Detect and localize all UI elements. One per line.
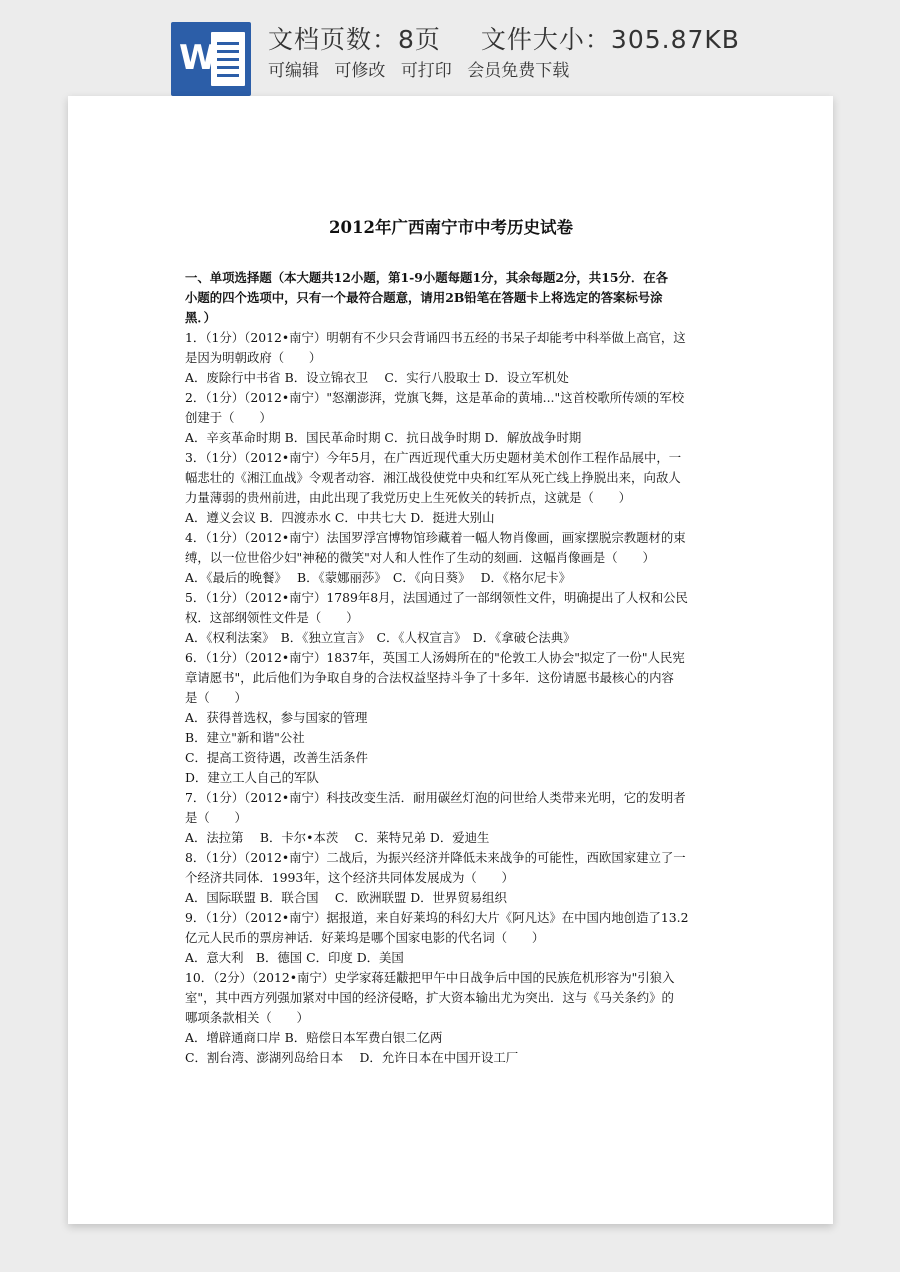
text-line: A．法拉第 B．卡尔•本茨 C．莱特兄弟 D．爱迪生 — [185, 830, 490, 845]
text-line: 7．（1分）（2012•南宁）科技改变生活．耐用碳丝灯泡的问世给人类带来光明，它的发明者 — [185, 790, 686, 805]
text-line: 10．（2分）（2012•南宁）史学家蒋廷黻把甲午中日战争后中国的民族危机形容为"引狼入 — [185, 970, 675, 985]
text-line: A．《最后的晚餐》 B．《蒙娜丽莎》 C．《向日葵》 D．《格尔尼卡》 — [185, 570, 572, 585]
text-line: A．废除行中书省 B．设立锦衣卫 C．实行八股取士 D．设立军机处 — [185, 370, 569, 385]
text-line: D．建立工人自己的军队 — [185, 770, 319, 785]
text-line: 是（ ） — [185, 690, 247, 705]
text-line: A．遵义会议 B．四渡赤水 C．中共七大 D．挺进大别山 — [185, 510, 495, 525]
document-page — [68, 96, 833, 1224]
text-line: 室"，其中西方列强加紧对中国的经济侵略，扩大资本输出尤为突出．这与《马关条约》的 — [185, 990, 674, 1005]
text-line: 章请愿书"，此后他们为争取自身的合法权益坚持斗争了十多年．这份请愿书最核心的内容 — [185, 670, 674, 685]
text-line: 缚，以一位世俗少妇"神秘的微笑"对人和人性作了生动的刻画．这幅肖像画是（ ） — [185, 550, 655, 565]
text-line: 幅悲壮的《湘江血战》令观者动容．湘江战役使党中央和红军从死亡线上挣脱出来，向敌人 — [185, 470, 681, 485]
text-line: 2．（1分）（2012•南宁）"怒潮澎湃，党旗飞舞，这是革命的黄埔..."这首校歌所传颂的军校 — [185, 390, 685, 405]
text-line: 8．（1分）（2012•南宁）二战后，为振兴经济并降低未来战争的可能性，西欧国家建立了一 — [185, 850, 686, 865]
text-line: A．国际联盟 B．联合国 C．欧洲联盟 D．世界贸易组织 — [185, 890, 507, 905]
text-line: A．增辟通商口岸 B．赔偿日本军费白银二亿两 — [185, 1030, 443, 1045]
text-line: 5．（1分）（2012•南宁）1789年8月，法国通过了一部纲领性文件，明确提出了人权和公民 — [185, 590, 688, 605]
file-info — [268, 20, 740, 56]
text-line: A．《权利法案》 B．《独立宣言》 C．《人权宣言》 D．《拿破仑法典》 — [185, 630, 576, 645]
text-line: 黑．） — [185, 310, 216, 325]
file-size: 文件大小：305.87KB — [480, 25, 740, 54]
text-line: A．辛亥革命时期 B．国民革命时期 C．抗日战争时期 D．解放战争时期 — [185, 430, 582, 445]
text-line: 是因为明朝政府（ ） — [185, 350, 322, 365]
text-line: C．提高工资待遇，改善生活条件 — [185, 750, 368, 765]
document-body — [185, 268, 717, 1068]
text-line: 6．（1分）（2012•南宁）1837年，英国工人汤姆所在的"伦敦工人协会"拟定了一份"人民宪 — [185, 650, 685, 665]
feature-modifiable: 可修改 — [334, 61, 386, 81]
text-line: A．意大利 B．德国 C．印度 D．美国 — [185, 950, 404, 965]
text-line: 是（ ） — [185, 810, 247, 825]
page-count: 文档页数：8页 — [268, 25, 441, 54]
text-line: 亿元人民币的票房神话．好莱坞是哪个国家电影的代名词（ ） — [185, 930, 545, 945]
text-line: A．获得普选权，参与国家的管理 — [185, 710, 368, 725]
word-document-icon: W — [171, 22, 251, 96]
feature-editable: 可编辑 — [268, 61, 319, 81]
feature-printable: 可打印 — [400, 61, 452, 81]
document-title: 2012年广西南宁市中考历史试卷 — [329, 218, 573, 237]
text-line: C．割台湾、澎湖列岛给日本 D．允许日本在中国开设工厂 — [185, 1050, 519, 1065]
feature-list — [268, 56, 579, 81]
text-line: 3．（1分）（2012•南宁）今年5月，在广西近现代重大历史题材美术创作工程作品展中，一 — [185, 450, 682, 465]
text-line: 创建于（ ） — [185, 410, 272, 425]
download-header — [0, 0, 900, 96]
text-line: 权．这部纲领性文件是（ ） — [185, 610, 359, 625]
text-line: 4．（1分）（2012•南宁）法国罗浮宫博物馆珍藏着一幅人物肖像画，画家摆脱宗教题材的束 — [185, 530, 686, 545]
text-line: B．建立"新和谐"公社 — [185, 730, 305, 745]
text-line: 哪项条款相关（ ） — [185, 1010, 309, 1025]
text-line: 9．（1分）（2012•南宁）据报道，来自好莱坞的科幻大片《阿凡达》在中国内地创造了13.2 — [185, 910, 689, 925]
text-line: 1．（1分）（2012•南宁）明朝有不少只会背诵四书五经的书呆子却能考中科举做上高官，这 — [185, 330, 686, 345]
feature-member-download: 会员免费下载 — [467, 61, 570, 81]
text-line: 小题的四个选项中，只有一个最符合题意，请用2B铅笔在答题卡上将选定的答案标号涂 — [185, 290, 663, 305]
text-line: 力量薄弱的贵州前进，由此出现了我党历史上生死攸关的转折点，这就是（ ） — [185, 490, 632, 505]
text-line: 个经济共同体．1993年，这个经济共同体发展成为（ ） — [185, 870, 514, 885]
text-line: 一、单项选择题（本大题共12小题，第1-9小题每题1分，其余每题2分，共15分．在各 — [185, 270, 669, 285]
